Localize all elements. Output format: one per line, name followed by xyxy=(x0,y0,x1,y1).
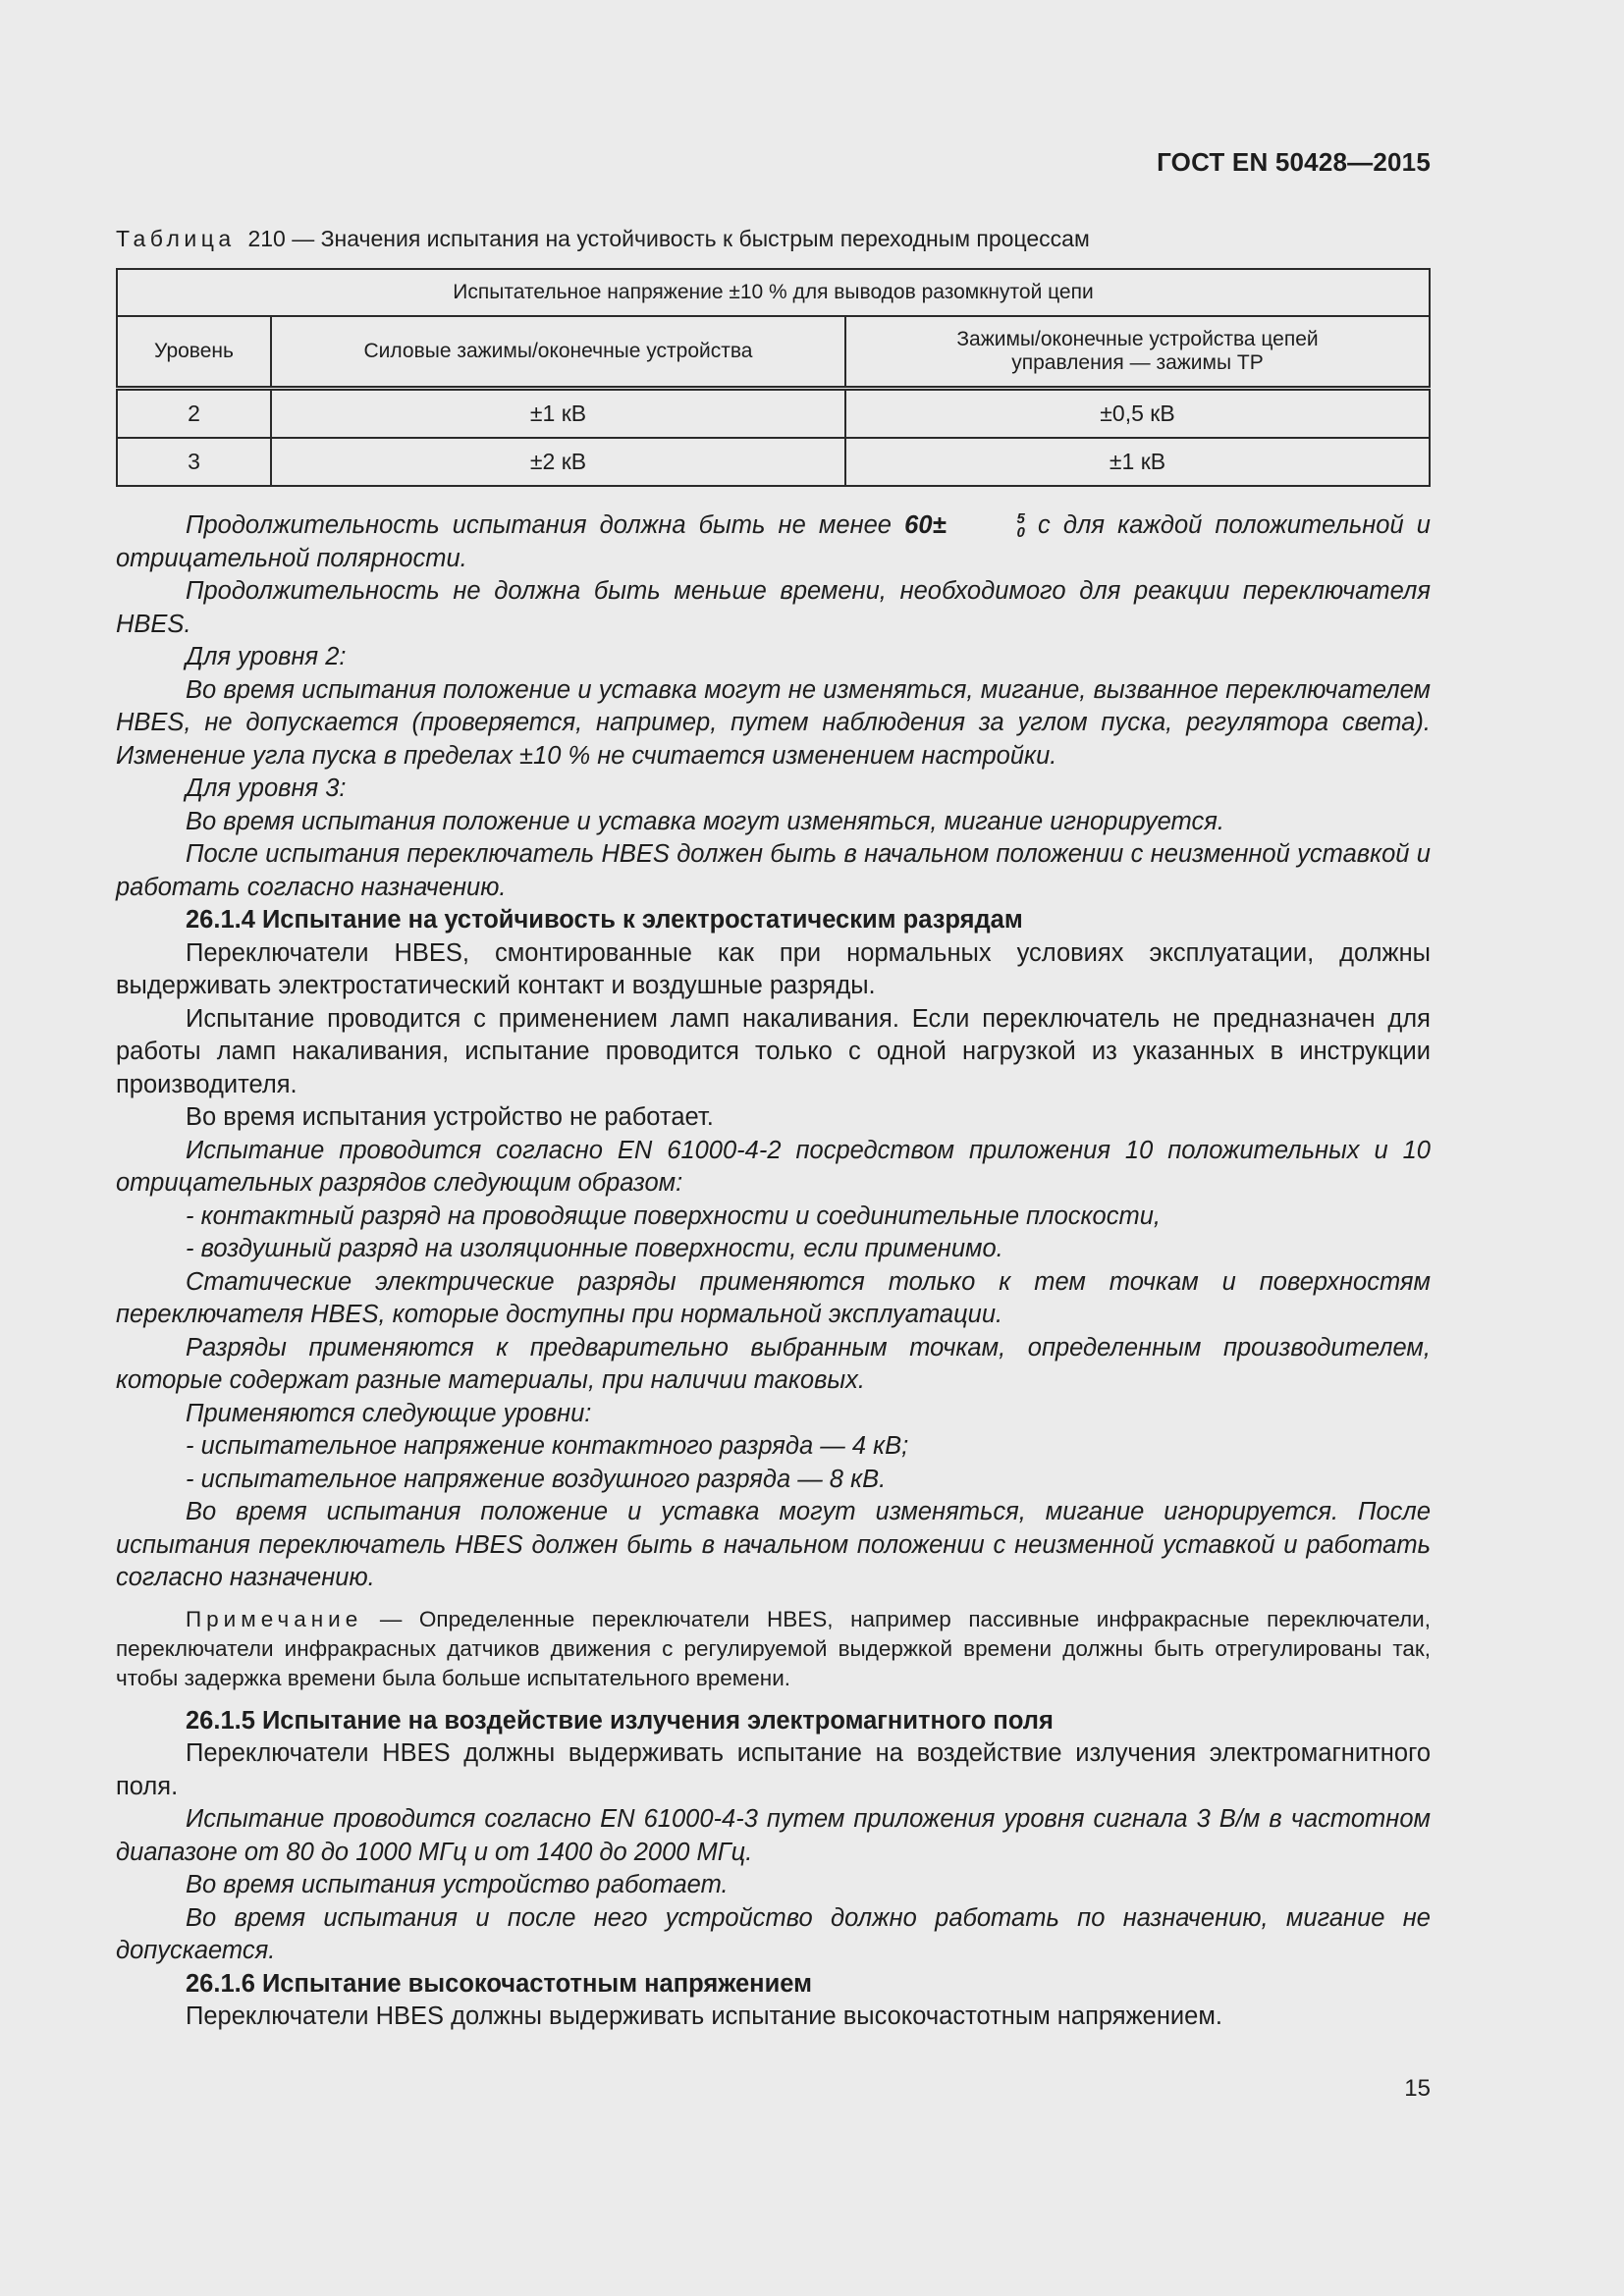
note-text: — Определенные переключатели HBES, например пассивные инфракрасные переключатели, переключатели инфракрасных датчиков движения с регулируемой выдержкой времени должны быть отрегулированы так, чтобы задержка времени была больше испытательного времени. xyxy=(116,1606,1431,1690)
page-number: 15 xyxy=(1404,2075,1431,2102)
paragraph: Для уровня 3: xyxy=(186,774,347,802)
test-values-table xyxy=(116,268,1431,487)
column-header-level: Уровень xyxy=(117,316,271,389)
document-code: ГОСТ EN 50428—2015 xyxy=(1157,147,1431,177)
paragraph: Испытание проводится согласно EN 61000-4-3 путем приложения уровня сигнала 3 В/м в частотном диапазоне от 80 до 1000 МГц и от 1400 до 2000 МГц. xyxy=(116,1805,1431,1866)
paragraph: Во время испытания положение и уставка могут не изменяться, мигание, вызванное переключателем HBES, не допускается (проверяется, например, путем наблюдения за углом пуска, регулятора света). Изменение угла пуска в пределах ±10 % не считается изменением настройки. xyxy=(116,675,1431,770)
table-cell: 3 xyxy=(117,438,271,486)
column-header-control-terminals xyxy=(845,316,1430,389)
duration-nominal: 60± xyxy=(904,511,947,539)
table-cell: ±1 кВ xyxy=(271,389,845,439)
paragraph: Применяются следующие уровни: xyxy=(186,1399,592,1427)
table-cell: 2 xyxy=(117,389,271,439)
list-item: - контактный разряд на проводящие поверхности и соединительные плоскости, xyxy=(186,1201,1161,1230)
list-item: - испытательное напряжение контактного разряда — 4 кВ; xyxy=(186,1432,909,1460)
section-heading: 26.1.5 Испытание на воздействие излучения электромагнитного поля xyxy=(186,1706,1054,1735)
table-top-header: Испытательное напряжение ±10 % для выводов разомкнутой цепи xyxy=(117,269,1430,316)
paragraph: Переключатели HBES должны выдерживать испытание на воздействие излучения электромагнитного поля. xyxy=(116,1739,1431,1800)
paragraph: Продолжительность не должна быть меньше времени, необходимого для реакции переключателя HBES. xyxy=(116,577,1431,638)
paragraph: Во время испытания положение и уставка могут изменяться, мигание игнорируется. После испытания переключатель HBES должен быть в начальном положении с неизменной уставкой и работать согласно назначению. xyxy=(116,1498,1431,1591)
section-heading: 26.1.6 Испытание высокочастотным напряжением xyxy=(186,1969,812,1998)
list-item: - испытательное напряжение воздушного разряда — 8 кВ. xyxy=(186,1465,887,1493)
paragraph: Во время испытания устройство работает. xyxy=(186,1871,729,1898)
table-row xyxy=(117,389,1430,439)
paragraph: Статические электрические разряды применяются только к тем точкам и поверхностям переключателя HBES, которые доступны при нормальной эксплуатации. xyxy=(116,1267,1431,1328)
note xyxy=(116,1605,1431,1693)
paragraph: Во время испытания и после него устройство должно работать по назначению, мигание не допускается. xyxy=(116,1903,1431,1964)
table-cell: ±1 кВ xyxy=(845,438,1430,486)
duration-tolerance xyxy=(947,512,1025,540)
body-text xyxy=(116,509,1431,2034)
paragraph: Во время испытания положение и уставка могут изменяться, мигание игнорируется. xyxy=(186,807,1224,835)
tolerance-upper: 5 xyxy=(1016,510,1025,528)
table-row xyxy=(117,438,1430,486)
column-header-control-terminals-text: Зажимы/оконечные устройства цепей управления — зажимы ТР xyxy=(956,328,1319,374)
paragraph xyxy=(116,509,1431,575)
table-caption-text: 210 — Значения испытания на устойчивость к быстрым переходным процессам xyxy=(247,226,1090,251)
paragraph: Разряды применяются к предварительно выбранным точкам, определенным производителем, которые содержат разные материалы, при наличии таковых. xyxy=(116,1333,1431,1394)
tolerance-lower: 0 xyxy=(1016,524,1025,542)
paragraph: Испытание проводится с применением ламп накаливания. Если переключатель не предназначен для работы ламп накаливания, испытание проводится только с одной нагрузкой из указанных в инструкции производителя. xyxy=(116,1004,1431,1098)
note-label: Примечание xyxy=(186,1606,363,1631)
paragraph: Переключатели HBES должны выдерживать испытание высокочастотным напряжением. xyxy=(186,2002,1222,2030)
text-span: с для каждой положительной и отрицательной полярности. xyxy=(116,511,1431,572)
paragraph: Переключатели HBES, смонтированные как при нормальных условиях эксплуатации, должны выдерживать электростатический контакт и воздушные разряды. xyxy=(116,938,1431,999)
table-cell: ±2 кВ xyxy=(271,438,845,486)
table-caption xyxy=(116,226,1090,252)
list-item: - воздушный разряд на изоляционные поверхности, если применимо. xyxy=(186,1235,1003,1262)
section-heading: 26.1.4 Испытание на устойчивость к электростатическим разрядам xyxy=(186,906,1023,934)
paragraph: После испытания переключатель HBES должен быть в начальном положении с неизменной уставкой и работать согласно назначению. xyxy=(116,840,1431,901)
table-caption-label: Таблица xyxy=(116,226,236,251)
duration-value xyxy=(904,510,1025,542)
paragraph: Во время испытания устройство не работает. xyxy=(186,1103,714,1131)
table-cell: ±0,5 кВ xyxy=(845,389,1430,439)
column-header-power-terminals: Силовые зажимы/оконечные устройства xyxy=(271,316,845,389)
text-span: Продолжительность испытания должна быть не менее xyxy=(186,511,892,539)
paragraph: Для уровня 2: xyxy=(186,643,347,670)
paragraph: Испытание проводится согласно EN 61000-4-2 посредством приложения 10 положительных и 10 отрицательных разрядов следующим образом: xyxy=(116,1136,1431,1197)
